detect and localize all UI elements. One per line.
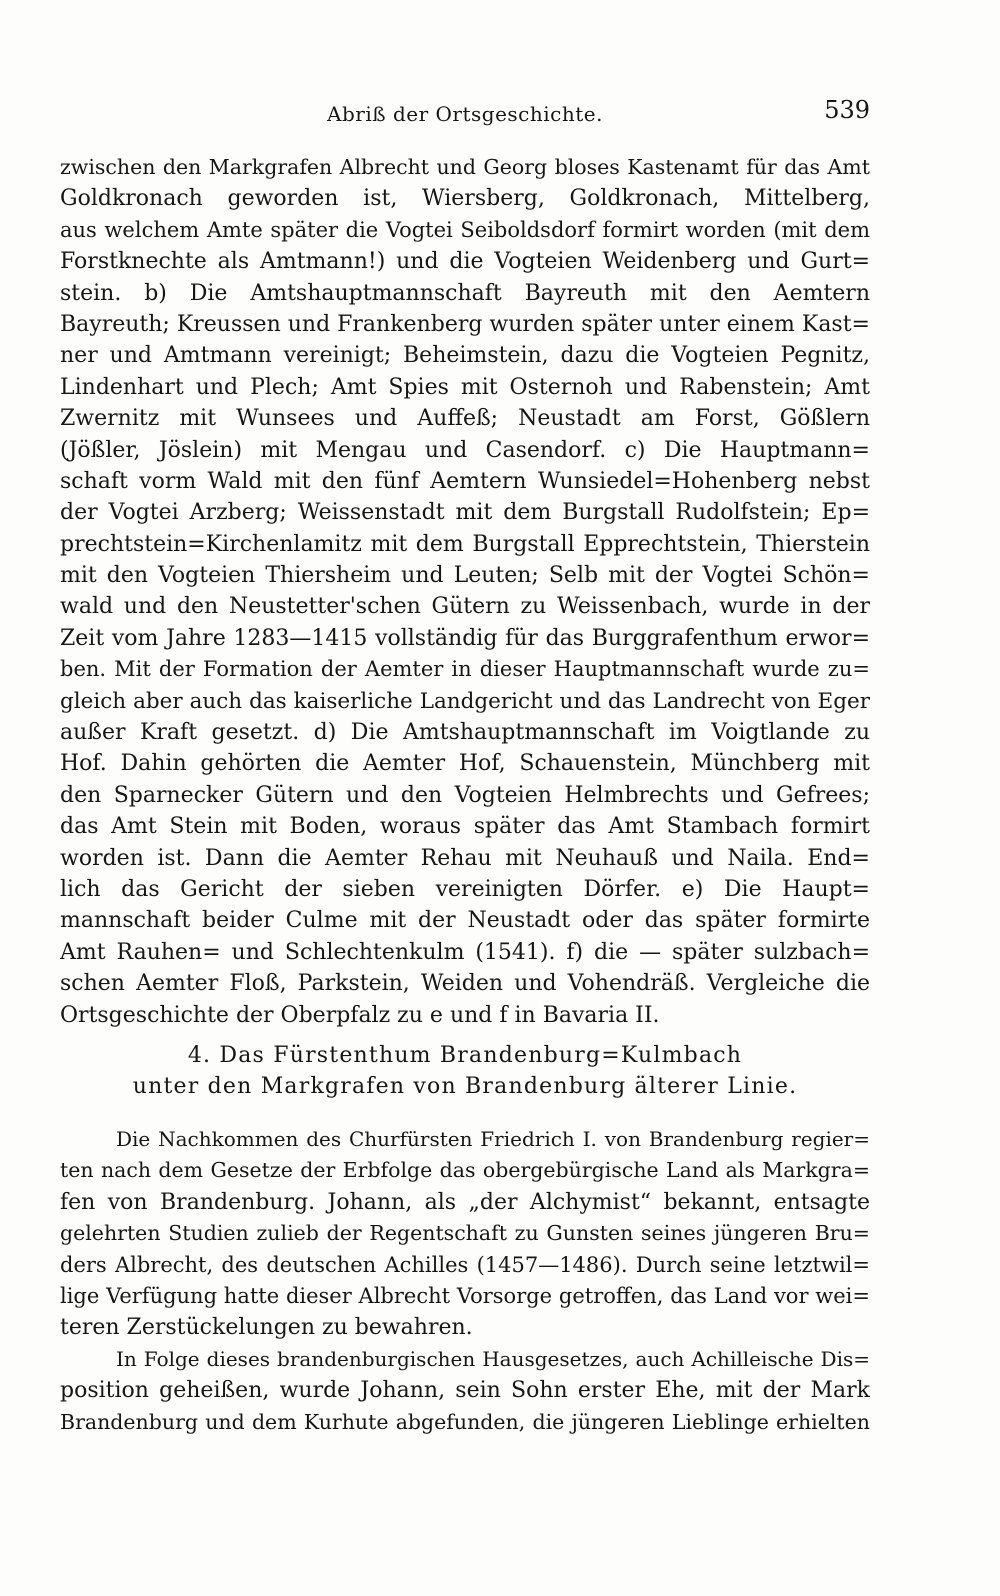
text-line: Brandenburg und dem Kurhute abgefunden, die jüngeren Lieblinge erhielten (60, 1409, 870, 1434)
text-line: worden ist. Dann die Aemter Rehau mit Neuhauß und Naila. End= (60, 845, 870, 871)
text-line: Goldkronach geworden ist, Wiersberg, Goldkronach, Mittelberg, (60, 186, 870, 212)
page-number: 539 (824, 96, 870, 124)
text-line: schen Aemter Floß, Parkstein, Weiden und Vohendräß. Vergleiche die (60, 971, 870, 997)
text-line: wald und den Neustetter'schen Gütern zu Weissenbach, wurde in der (60, 594, 870, 620)
text-line: Hof. Dahin gehörten die Aemter Hof, Schauenstein, Münchberg mit (60, 751, 870, 777)
text-line: position geheißen, wurde Johann, sein Sohn erster Ehe, mit der Mark (60, 1378, 870, 1404)
text-line: mannschaft beider Culme mit der Neustadt oder das später formirte (60, 908, 870, 934)
text-line: ner und Amtmann vereinigt; Beheimstein, dazu die Vogteien Pegnitz, (60, 343, 870, 369)
text-line: lige Verfügung hatte dieser Albrecht Vorsorge getroffen, das Land vor wei= (60, 1283, 870, 1308)
section-heading-line: 4. Das Fürstenthum Brandenburg=Kulmbach (187, 1043, 743, 1068)
text-line: außer Kraft gesetzt. d) Die Amtshauptmannschaft im Voigtlande zu (60, 720, 870, 746)
paragraph-2 (60, 1124, 870, 1344)
text-line: ten nach dem Gesetze der Erbfolge das obergebürgische Land als Markgra= (60, 1158, 870, 1183)
text-line: Forstknechte als Amtmann!) und die Vogteien Weidenberg und Gurt= (60, 249, 870, 275)
text-line: der Vogtei Arzberg; Weissenstadt mit dem Burgstall Rudolfstein; Ep= (60, 500, 870, 526)
text-line: lich das Gericht der sieben vereinigten Dörfer. e) Die Haupt= (60, 876, 870, 902)
text-line: zwischen den Markgrafen Albrecht und Georg bloses Kastenamt für das Amt (60, 155, 870, 179)
text-line: gelehrten Studien zulieb der Regentschaft zu Gunsten seines jüngeren Bru= (60, 1221, 870, 1246)
text-line: mit den Vogteien Thiersheim und Leuten; Selb mit der Vogtei Schön= (60, 563, 870, 589)
text-line: aus welchem Amte später die Vogtei Seiboldsdorf formirt worden (mit dem (60, 217, 870, 242)
text-line: prechtstein=Kirchenlamitz mit dem Burgstall Epprechtstein, Thierstein (60, 531, 870, 557)
text-line: Lindenhart und Plech; Amt Spies mit Osternoh und Rabenstein; Amt (60, 374, 870, 400)
paragraph-1 (60, 152, 870, 1031)
text-line: Amt Rauhen= und Schlechtenkulm (1541). f) die — später sulzbach= (60, 939, 870, 965)
running-head (60, 96, 870, 136)
text-line: ders Albrecht, des deutschen Achilles (1457—1486). Durch seine letztwil= (60, 1252, 870, 1277)
text-line: Ortsgeschichte der Oberpfalz zu e und f in Bavaria II. (60, 1002, 660, 1028)
text-line: Zwernitz mit Wunsees und Auffeß; Neustadt am Forst, Gößlern (60, 406, 870, 432)
text-line: gleich aber auch das kaiserliche Landgericht und das Landrecht von Eger (60, 688, 870, 714)
running-title: Abriß der Ortsgeschichte. (327, 102, 603, 126)
text-line: den Sparnecker Gütern und den Vogteien Helmbrechts und Gefrees; (60, 782, 870, 808)
text-line: stein. b) Die Amtshauptmannschaft Bayreuth mit den Aemtern (60, 280, 870, 306)
section-heading-line: unter den Markgrafen von Brandenburg älterer Linie. (132, 1074, 798, 1099)
text-line: schaft vorm Wald mit den fünf Aemtern Wunsiedel=Hohenberg nebst (60, 468, 870, 494)
section-heading (60, 1040, 870, 1102)
text-line: Zeit vom Jahre 1283—1415 vollständig für das Burggrafenthum erwor= (60, 625, 870, 651)
text-line: Bayreuth; Kreussen und Frankenberg wurden später unter einem Kast= (60, 311, 870, 337)
text-line: In Folge dieses brandenburgischen Hausgesetzes, auch Achilleische Dis= (116, 1347, 870, 1371)
paragraph-3 (60, 1344, 870, 1438)
text-line: Die Nachkommen des Churfürsten Friedrich I. von Brandenburg regier= (116, 1127, 870, 1151)
text-line: ben. Mit der Formation der Aemter in dieser Hauptmannschaft wurde zu= (60, 657, 870, 682)
text-line: teren Zerstückelungen zu bewahren. (60, 1315, 473, 1341)
text-line: das Amt Stein mit Boden, woraus später das Amt Stambach formirt (60, 814, 870, 840)
text-line: fen von Brandenburg. Johann, als „der Alchymist“ bekannt, entsagte (60, 1189, 870, 1215)
text-line: (Jößler, Jöslein) mit Mengau und Casendorf. c) Die Hauptmann= (60, 437, 870, 463)
